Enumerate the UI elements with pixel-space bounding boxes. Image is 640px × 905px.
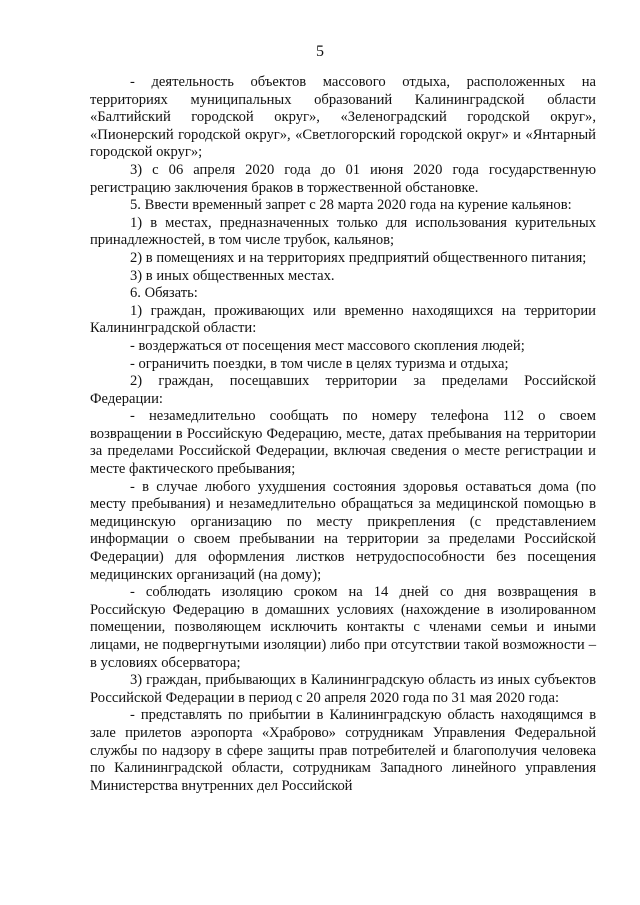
paragraph-avoid-crowds: - воздержаться от посещения мест массового скопления людей; xyxy=(130,337,525,354)
paragraph-stay-home: - в случае любого ухудшения состояния здоровья оставаться дома (по месту пребывания) и незамедлительно обращаться за медицинской помощью в медицинскую организацию по месту прикрепления (с представлением информации о своем пребывании на территории за пределами Российской Федерации) для оформления листков нетрудоспособности без посещения медицинских организаций (на дому); xyxy=(90,478,596,583)
paragraph-marriage-registration: 3) с 06 апреля 2020 года до 01 июня 2020 года государственную регистрацию заключения браков в торжественной обстановке. xyxy=(90,161,596,196)
paragraph-isolation: - соблюдать изоляцию сроком на 14 дней со дня возвращения в Российскую Федерацию в домашних условиях (нахождение в изолированном помещении, позволяющем исключить контакты с членами семьи и иными лицами, не подвергнутыми изоляции) либо при отсутствии такой возможности – в условиях обсерватора; xyxy=(90,584,596,671)
paragraph-report-112: - незамедлительно сообщать по номеру телефона 112 о своем возвращении в Российскую Федерацию, месте, датах пребывания на территории за пределами Российской Федерации, включая сведения о месте регистрации и месте фактического пребывания; xyxy=(90,408,596,478)
paragraph-public-places: 3) в иных общественных местах. xyxy=(130,267,335,284)
paragraph-airport: - представлять по прибытии в Калининградскую область находящимся в зале прилетов аэропорта «Храброво» сотрудникам Управления Федеральной службы по надзору в сфере защиты прав потребителей и благополучия человека по Калининградской области, сотрудникам Западного линейного управления Министерства внутренних дел Российской xyxy=(90,707,596,794)
paragraph-foreign-visitors: 2) граждан, посещавших территории за пределами Российской Федерации: xyxy=(90,373,596,407)
paragraph-limit-trips: - ограничить поездки, в том числе в целях туризма и отдыха; xyxy=(130,355,509,372)
paragraph-arrivals: 3) граждан, прибывающих в Калининградскую область из иных субъектов Российской Федерации в период с 20 апреля 2020 года по 31 мая 2020 года: xyxy=(90,672,596,706)
paragraph-catering: 2) в помещениях и на территориях предприятий общественного питания; xyxy=(130,249,587,266)
paragraph-hookah-ban: 5. Ввести временный запрет с 28 марта 2020 года на курение кальянов: xyxy=(130,197,572,214)
document-body xyxy=(90,74,596,795)
paragraph-tourism-objects: - деятельность объектов массового отдыха, расположенных на территориях муниципальных образований Калининградской области «Балтийский городской округ», «Зеленоградский городской округ», «Пионерский городской округ», «Светлогорский городской округ» и «Янтарный городской округ»; xyxy=(90,74,596,161)
paragraph-hookah-places: 1) в местах, предназначенных только для использования курительных принадлежностей, в том числе трубок, кальянов; xyxy=(90,214,596,249)
paragraph-oblige: 6. Обязать: xyxy=(130,285,198,302)
page-number: 5 xyxy=(316,43,324,60)
paragraph-residents: 1) граждан, проживающих или временно находящихся на территории Калининградской области: xyxy=(90,302,596,337)
